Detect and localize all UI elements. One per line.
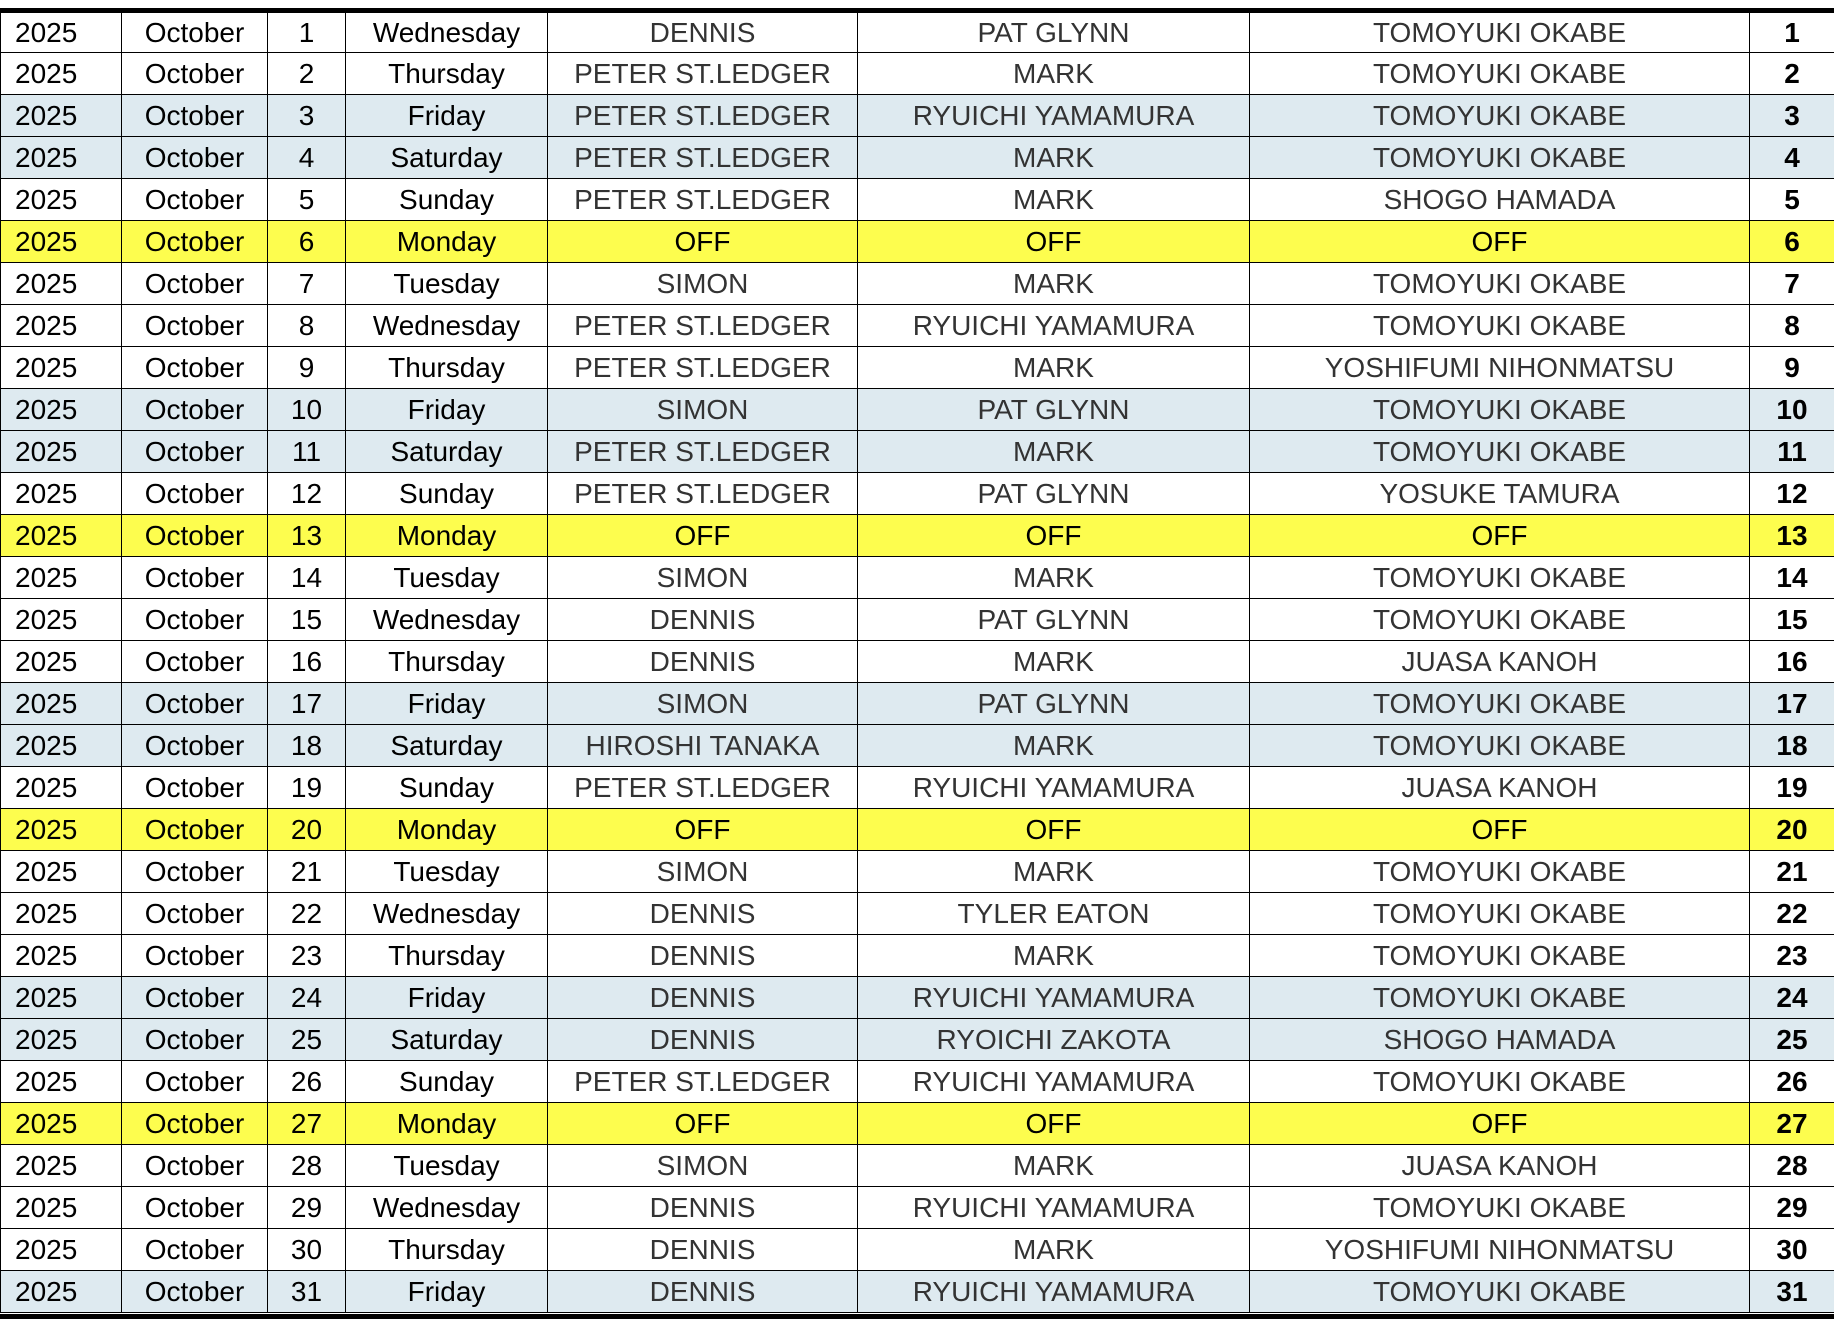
staff-2-cell[interactable]: PAT GLYNN (858, 389, 1250, 431)
day-number-cell[interactable]: 5 (1750, 179, 1834, 221)
schedule-table (0, 8, 1834, 1313)
weekday-cell[interactable]: Sunday (346, 179, 548, 221)
table-row (1, 263, 1834, 305)
day-number-cell[interactable]: 2 (1750, 53, 1834, 95)
staff-3-cell[interactable]: TOMOYUKI OKABE (1250, 389, 1750, 431)
year-cell[interactable]: 2025 (1, 683, 122, 725)
year-cell[interactable]: 2025 (1, 221, 122, 263)
day-number-cell[interactable]: 18 (1750, 725, 1834, 767)
weekday-cell[interactable]: Saturday (346, 137, 548, 179)
day-cell[interactable]: 12 (268, 473, 346, 515)
staff-1-cell[interactable]: DENNIS (548, 599, 858, 641)
staff-3-cell[interactable]: TOMOYUKI OKABE (1250, 1271, 1750, 1313)
staff-1-cell[interactable]: PETER ST.LEDGER (548, 137, 858, 179)
weekday-cell[interactable]: Sunday (346, 1061, 548, 1103)
staff-2-cell[interactable]: PAT GLYNN (858, 599, 1250, 641)
table-row (1, 977, 1834, 1019)
table-row (1, 1103, 1834, 1145)
month-cell[interactable]: October (122, 641, 268, 683)
table-row (1, 557, 1834, 599)
day-cell[interactable]: 24 (268, 977, 346, 1019)
table-row (1, 305, 1834, 347)
month-cell[interactable]: October (122, 893, 268, 935)
table-row (1, 893, 1834, 935)
staff-3-cell[interactable]: TOMOYUKI OKABE (1250, 1061, 1750, 1103)
table-row (1, 683, 1834, 725)
year-cell[interactable]: 2025 (1, 1019, 122, 1061)
day-number-cell[interactable]: 26 (1750, 1061, 1834, 1103)
staff-3-cell[interactable]: TOMOYUKI OKABE (1250, 851, 1750, 893)
weekday-cell[interactable]: Thursday (346, 347, 548, 389)
month-cell[interactable]: October (122, 431, 268, 473)
day-cell[interactable]: 17 (268, 683, 346, 725)
table-row (1, 389, 1834, 431)
staff-3-cell[interactable]: TOMOYUKI OKABE (1250, 305, 1750, 347)
staff-2-cell[interactable]: MARK (858, 851, 1250, 893)
staff-2-cell[interactable]: RYUICHI YAMAMURA (858, 1187, 1250, 1229)
day-cell[interactable]: 20 (268, 809, 346, 851)
staff-2-cell[interactable]: OFF (858, 515, 1250, 557)
staff-3-cell[interactable]: YOSUKE TAMURA (1250, 473, 1750, 515)
year-cell[interactable]: 2025 (1, 935, 122, 977)
table-row (1, 11, 1834, 53)
month-cell[interactable]: October (122, 1019, 268, 1061)
staff-3-cell[interactable]: TOMOYUKI OKABE (1250, 431, 1750, 473)
staff-1-cell[interactable]: PETER ST.LEDGER (548, 767, 858, 809)
day-cell[interactable]: 1 (268, 11, 346, 53)
day-cell[interactable]: 3 (268, 95, 346, 137)
weekday-cell[interactable]: Thursday (346, 935, 548, 977)
weekday-cell[interactable]: Tuesday (346, 851, 548, 893)
day-number-cell[interactable]: 17 (1750, 683, 1834, 725)
month-cell[interactable]: October (122, 53, 268, 95)
staff-1-cell[interactable]: PETER ST.LEDGER (548, 431, 858, 473)
staff-3-cell[interactable]: JUASA KANOH (1250, 1145, 1750, 1187)
year-cell[interactable]: 2025 (1, 1145, 122, 1187)
day-number-cell[interactable]: 16 (1750, 641, 1834, 683)
staff-2-cell[interactable]: MARK (858, 557, 1250, 599)
weekday-cell[interactable]: Thursday (346, 53, 548, 95)
weekday-cell[interactable]: Saturday (346, 725, 548, 767)
table-row (1, 809, 1834, 851)
staff-2-cell[interactable]: PAT GLYNN (858, 473, 1250, 515)
table-row (1, 53, 1834, 95)
weekday-cell[interactable]: Friday (346, 977, 548, 1019)
year-cell[interactable]: 2025 (1, 809, 122, 851)
year-cell[interactable]: 2025 (1, 1271, 122, 1313)
day-cell[interactable]: 2 (268, 53, 346, 95)
day-cell[interactable]: 13 (268, 515, 346, 557)
staff-1-cell[interactable]: DENNIS (548, 1229, 858, 1271)
day-cell[interactable]: 6 (268, 221, 346, 263)
table-row (1, 347, 1834, 389)
weekday-cell[interactable]: Wednesday (346, 893, 548, 935)
staff-1-cell[interactable]: PETER ST.LEDGER (548, 473, 858, 515)
staff-2-cell[interactable]: OFF (858, 221, 1250, 263)
month-cell[interactable]: October (122, 767, 268, 809)
day-number-cell[interactable]: 24 (1750, 977, 1834, 1019)
day-number-cell[interactable]: 7 (1750, 263, 1834, 305)
day-cell[interactable]: 21 (268, 851, 346, 893)
staff-2-cell[interactable]: RYUICHI YAMAMURA (858, 1061, 1250, 1103)
year-cell[interactable]: 2025 (1, 977, 122, 1019)
month-cell[interactable]: October (122, 809, 268, 851)
year-cell[interactable]: 2025 (1, 305, 122, 347)
month-cell[interactable]: October (122, 1145, 268, 1187)
staff-1-cell[interactable]: DENNIS (548, 11, 858, 53)
day-cell[interactable]: 30 (268, 1229, 346, 1271)
weekday-cell[interactable]: Saturday (346, 431, 548, 473)
staff-1-cell[interactable]: DENNIS (548, 977, 858, 1019)
year-cell[interactable]: 2025 (1, 473, 122, 515)
day-cell[interactable]: 23 (268, 935, 346, 977)
weekday-cell[interactable]: Friday (346, 683, 548, 725)
day-number-cell[interactable]: 12 (1750, 473, 1834, 515)
staff-2-cell[interactable]: MARK (858, 431, 1250, 473)
staff-3-cell[interactable]: TOMOYUKI OKABE (1250, 599, 1750, 641)
staff-3-cell[interactable]: TOMOYUKI OKABE (1250, 95, 1750, 137)
staff-2-cell[interactable]: RYUICHI YAMAMURA (858, 1271, 1250, 1313)
weekday-cell[interactable]: Wednesday (346, 11, 548, 53)
staff-3-cell[interactable]: TOMOYUKI OKABE (1250, 1187, 1750, 1229)
day-cell[interactable]: 28 (268, 1145, 346, 1187)
month-cell[interactable]: October (122, 305, 268, 347)
day-cell[interactable]: 4 (268, 137, 346, 179)
weekday-cell[interactable]: Tuesday (346, 1145, 548, 1187)
weekday-cell[interactable]: Sunday (346, 767, 548, 809)
year-cell[interactable]: 2025 (1, 347, 122, 389)
day-number-cell[interactable]: 3 (1750, 95, 1834, 137)
month-cell[interactable]: October (122, 725, 268, 767)
day-number-cell[interactable]: 23 (1750, 935, 1834, 977)
staff-2-cell[interactable]: MARK (858, 1229, 1250, 1271)
day-cell[interactable]: 7 (268, 263, 346, 305)
staff-1-cell[interactable]: SIMON (548, 389, 858, 431)
staff-2-cell[interactable]: TYLER EATON (858, 893, 1250, 935)
day-number-cell[interactable]: 20 (1750, 809, 1834, 851)
table-row (1, 725, 1834, 767)
day-number-cell[interactable]: 14 (1750, 557, 1834, 599)
month-cell[interactable]: October (122, 515, 268, 557)
staff-1-cell[interactable]: SIMON (548, 1145, 858, 1187)
year-cell[interactable]: 2025 (1, 179, 122, 221)
staff-3-cell[interactable]: TOMOYUKI OKABE (1250, 137, 1750, 179)
weekday-cell[interactable]: Tuesday (346, 263, 548, 305)
month-cell[interactable]: October (122, 347, 268, 389)
day-cell[interactable]: 26 (268, 1061, 346, 1103)
staff-1-cell[interactable]: PETER ST.LEDGER (548, 179, 858, 221)
table-row (1, 179, 1834, 221)
staff-1-cell[interactable]: DENNIS (548, 893, 858, 935)
staff-3-cell[interactable]: TOMOYUKI OKABE (1250, 53, 1750, 95)
staff-1-cell[interactable]: DENNIS (548, 641, 858, 683)
day-cell[interactable]: 10 (268, 389, 346, 431)
month-cell[interactable]: October (122, 1103, 268, 1145)
staff-2-cell[interactable]: MARK (858, 347, 1250, 389)
staff-2-cell[interactable]: MARK (858, 137, 1250, 179)
staff-3-cell[interactable]: TOMOYUKI OKABE (1250, 263, 1750, 305)
year-cell[interactable]: 2025 (1, 641, 122, 683)
weekday-cell[interactable]: Wednesday (346, 305, 548, 347)
month-cell[interactable]: October (122, 179, 268, 221)
staff-1-cell[interactable]: PETER ST.LEDGER (548, 53, 858, 95)
weekday-cell[interactable]: Wednesday (346, 599, 548, 641)
table-row (1, 767, 1834, 809)
staff-2-cell[interactable]: MARK (858, 935, 1250, 977)
day-number-cell[interactable]: 27 (1750, 1103, 1834, 1145)
staff-1-cell[interactable]: OFF (548, 809, 858, 851)
staff-2-cell[interactable]: PAT GLYNN (858, 11, 1250, 53)
day-cell[interactable]: 27 (268, 1103, 346, 1145)
year-cell[interactable]: 2025 (1, 767, 122, 809)
table-row (1, 599, 1834, 641)
year-cell[interactable]: 2025 (1, 431, 122, 473)
table-row (1, 221, 1834, 263)
table-row (1, 1229, 1834, 1271)
staff-3-cell[interactable]: TOMOYUKI OKABE (1250, 893, 1750, 935)
day-number-cell[interactable]: 4 (1750, 137, 1834, 179)
schedule-body (1, 11, 1834, 1313)
day-number-cell[interactable]: 6 (1750, 221, 1834, 263)
year-cell[interactable]: 2025 (1, 1229, 122, 1271)
staff-3-cell[interactable]: OFF (1250, 221, 1750, 263)
day-number-cell[interactable]: 28 (1750, 1145, 1834, 1187)
weekday-cell[interactable]: Saturday (346, 1019, 548, 1061)
weekday-cell[interactable]: Friday (346, 1271, 548, 1313)
staff-1-cell[interactable]: SIMON (548, 683, 858, 725)
day-number-cell[interactable]: 9 (1750, 347, 1834, 389)
month-cell[interactable]: October (122, 851, 268, 893)
table-row (1, 1271, 1834, 1313)
day-cell[interactable]: 31 (268, 1271, 346, 1313)
staff-2-cell[interactable]: OFF (858, 809, 1250, 851)
staff-3-cell[interactable]: OFF (1250, 809, 1750, 851)
staff-3-cell[interactable]: JUASA KANOH (1250, 641, 1750, 683)
month-cell[interactable]: October (122, 221, 268, 263)
month-cell[interactable]: October (122, 557, 268, 599)
staff-2-cell[interactable]: MARK (858, 641, 1250, 683)
table-row (1, 1019, 1834, 1061)
table-row (1, 851, 1834, 893)
staff-1-cell[interactable]: DENNIS (548, 935, 858, 977)
year-cell[interactable]: 2025 (1, 1187, 122, 1229)
month-cell[interactable]: October (122, 599, 268, 641)
weekday-cell[interactable]: Monday (346, 1103, 548, 1145)
staff-3-cell[interactable]: TOMOYUKI OKABE (1250, 725, 1750, 767)
weekday-cell[interactable]: Thursday (346, 1229, 548, 1271)
day-number-cell[interactable]: 11 (1750, 431, 1834, 473)
table-row (1, 95, 1834, 137)
day-number-cell[interactable]: 19 (1750, 767, 1834, 809)
table-row (1, 137, 1834, 179)
day-cell[interactable]: 16 (268, 641, 346, 683)
staff-2-cell[interactable]: RYUICHI YAMAMURA (858, 977, 1250, 1019)
day-number-cell[interactable]: 15 (1750, 599, 1834, 641)
staff-1-cell[interactable]: SIMON (548, 851, 858, 893)
year-cell[interactable]: 2025 (1, 893, 122, 935)
month-cell[interactable]: October (122, 977, 268, 1019)
weekday-cell[interactable]: Monday (346, 515, 548, 557)
year-cell[interactable]: 2025 (1, 53, 122, 95)
staff-1-cell[interactable]: HIROSHI TANAKA (548, 725, 858, 767)
day-cell[interactable]: 5 (268, 179, 346, 221)
day-number-cell[interactable]: 30 (1750, 1229, 1834, 1271)
staff-1-cell[interactable]: DENNIS (548, 1187, 858, 1229)
year-cell[interactable]: 2025 (1, 95, 122, 137)
month-cell[interactable]: October (122, 473, 268, 515)
staff-2-cell[interactable]: MARK (858, 179, 1250, 221)
month-cell[interactable]: October (122, 1187, 268, 1229)
staff-3-cell[interactable]: OFF (1250, 1103, 1750, 1145)
year-cell[interactable]: 2025 (1, 1103, 122, 1145)
table-row (1, 431, 1834, 473)
staff-1-cell[interactable]: DENNIS (548, 1271, 858, 1313)
year-cell[interactable]: 2025 (1, 725, 122, 767)
table-row (1, 641, 1834, 683)
staff-3-cell[interactable]: TOMOYUKI OKABE (1250, 11, 1750, 53)
day-number-cell[interactable]: 10 (1750, 389, 1834, 431)
staff-2-cell[interactable]: RYUICHI YAMAMURA (858, 767, 1250, 809)
staff-3-cell[interactable]: YOSHIFUMI NIHONMATSU (1250, 1229, 1750, 1271)
month-cell[interactable]: October (122, 389, 268, 431)
day-number-cell[interactable]: 8 (1750, 305, 1834, 347)
year-cell[interactable]: 2025 (1, 263, 122, 305)
month-cell[interactable]: October (122, 683, 268, 725)
staff-3-cell[interactable]: OFF (1250, 515, 1750, 557)
weekday-cell[interactable]: Friday (346, 389, 548, 431)
staff-1-cell[interactable]: OFF (548, 221, 858, 263)
staff-3-cell[interactable]: TOMOYUKI OKABE (1250, 977, 1750, 1019)
month-cell[interactable]: October (122, 1229, 268, 1271)
weekday-cell[interactable]: Tuesday (346, 557, 548, 599)
day-cell[interactable]: 19 (268, 767, 346, 809)
staff-3-cell[interactable]: SHOGO HAMADA (1250, 179, 1750, 221)
day-cell[interactable]: 9 (268, 347, 346, 389)
month-cell[interactable]: October (122, 263, 268, 305)
staff-1-cell[interactable]: PETER ST.LEDGER (548, 95, 858, 137)
day-cell[interactable]: 22 (268, 893, 346, 935)
day-cell[interactable]: 11 (268, 431, 346, 473)
staff-2-cell[interactable]: RYUICHI YAMAMURA (858, 95, 1250, 137)
table-row (1, 1187, 1834, 1229)
staff-2-cell[interactable]: MARK (858, 725, 1250, 767)
day-number-cell[interactable]: 29 (1750, 1187, 1834, 1229)
year-cell[interactable]: 2025 (1, 599, 122, 641)
table-row (1, 1061, 1834, 1103)
day-number-cell[interactable]: 1 (1750, 11, 1834, 53)
staff-2-cell[interactable]: MARK (858, 263, 1250, 305)
table-row (1, 1145, 1834, 1187)
staff-3-cell[interactable]: SHOGO HAMADA (1250, 1019, 1750, 1061)
staff-2-cell[interactable]: PAT GLYNN (858, 683, 1250, 725)
staff-1-cell[interactable]: DENNIS (548, 1019, 858, 1061)
year-cell[interactable]: 2025 (1, 389, 122, 431)
staff-1-cell[interactable]: OFF (548, 1103, 858, 1145)
year-cell[interactable]: 2025 (1, 11, 122, 53)
staff-1-cell[interactable]: OFF (548, 515, 858, 557)
staff-1-cell[interactable]: SIMON (548, 557, 858, 599)
weekday-cell[interactable]: Monday (346, 809, 548, 851)
staff-2-cell[interactable]: RYOICHI ZAKOTA (858, 1019, 1250, 1061)
month-cell[interactable]: October (122, 95, 268, 137)
staff-3-cell[interactable]: TOMOYUKI OKABE (1250, 935, 1750, 977)
staff-2-cell[interactable]: MARK (858, 53, 1250, 95)
month-cell[interactable]: October (122, 1061, 268, 1103)
month-cell[interactable]: October (122, 11, 268, 53)
year-cell[interactable]: 2025 (1, 1061, 122, 1103)
year-cell[interactable]: 2025 (1, 515, 122, 557)
weekday-cell[interactable]: Monday (346, 221, 548, 263)
weekday-cell[interactable]: Wednesday (346, 1187, 548, 1229)
weekday-cell[interactable]: Thursday (346, 641, 548, 683)
bottom-border (0, 1314, 1834, 1319)
table-row (1, 515, 1834, 557)
staff-3-cell[interactable]: TOMOYUKI OKABE (1250, 557, 1750, 599)
month-cell[interactable]: October (122, 137, 268, 179)
weekday-cell[interactable]: Sunday (346, 473, 548, 515)
day-cell[interactable]: 18 (268, 725, 346, 767)
year-cell[interactable]: 2025 (1, 557, 122, 599)
staff-3-cell[interactable]: JUASA KANOH (1250, 767, 1750, 809)
staff-2-cell[interactable]: MARK (858, 1145, 1250, 1187)
month-cell[interactable]: October (122, 1271, 268, 1313)
table-row (1, 935, 1834, 977)
staff-3-cell[interactable]: YOSHIFUMI NIHONMATSU (1250, 347, 1750, 389)
staff-3-cell[interactable]: TOMOYUKI OKABE (1250, 683, 1750, 725)
day-number-cell[interactable]: 13 (1750, 515, 1834, 557)
staff-1-cell[interactable]: PETER ST.LEDGER (548, 1061, 858, 1103)
day-cell[interactable]: 14 (268, 557, 346, 599)
weekday-cell[interactable]: Friday (346, 95, 548, 137)
table-row (1, 473, 1834, 515)
staff-1-cell[interactable]: SIMON (548, 263, 858, 305)
day-number-cell[interactable]: 22 (1750, 893, 1834, 935)
day-cell[interactable]: 8 (268, 305, 346, 347)
staff-1-cell[interactable]: PETER ST.LEDGER (548, 305, 858, 347)
day-cell[interactable]: 15 (268, 599, 346, 641)
day-number-cell[interactable]: 31 (1750, 1271, 1834, 1313)
day-cell[interactable]: 25 (268, 1019, 346, 1061)
day-number-cell[interactable]: 25 (1750, 1019, 1834, 1061)
staff-2-cell[interactable]: RYUICHI YAMAMURA (858, 305, 1250, 347)
day-number-cell[interactable]: 21 (1750, 851, 1834, 893)
staff-1-cell[interactable]: PETER ST.LEDGER (548, 347, 858, 389)
staff-2-cell[interactable]: OFF (858, 1103, 1250, 1145)
month-cell[interactable]: October (122, 935, 268, 977)
day-cell[interactable]: 29 (268, 1187, 346, 1229)
year-cell[interactable]: 2025 (1, 137, 122, 179)
year-cell[interactable]: 2025 (1, 851, 122, 893)
